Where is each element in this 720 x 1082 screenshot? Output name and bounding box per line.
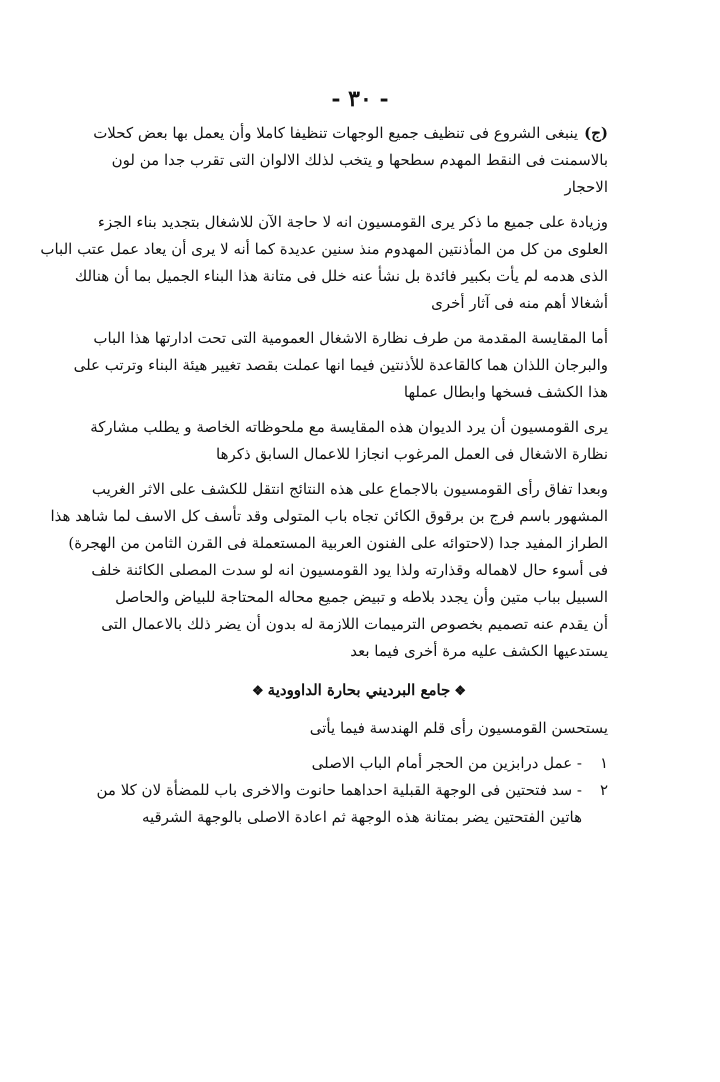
paragraph-c [93,120,608,201]
ornament-icon: ❖ [454,684,466,699]
text-line: أن يقدم عنه تصميم بخصوص الترميمات اللازمة له بدون أن يضر ذلك بالاعمال التى [101,615,608,633]
text-line: الاحجار [564,178,608,196]
paragraph-minarets [40,209,608,317]
page-number: - ٣٠ - [331,86,389,112]
text-line: السبيل بباب متين وأن يجدد بلاطه و تبيض جميع محاله المحتاجة للبياض والحاصل [115,588,608,606]
text-line [93,120,608,147]
list-item [110,750,608,777]
text-line: هذا الكشف فسخها وابطال عملها [403,383,608,401]
text-line: بالاسمنت فى النقط المهدم سطحها و يتخب لذلك الالوان التى تقرب جدا من لون [111,151,608,169]
text-line-content: ينبغى الشروع فى تنظيف جميع الوجهات تنظيفا كاملا وأن يعمل بها بعض كحلات [93,124,579,142]
text-line: يستدعيها الكشف عليه مرة أخرى فيما بعد [350,642,608,660]
list-item [96,777,608,831]
text-line: الطراز المفيد جدا (لاحتوائه على الفنون العربية المستعملة فى القرن الثامن من الهجرة) [68,534,608,552]
list-item-body [110,750,582,777]
text-line: العلوى من كل من المأذنتين المهدوم منذ سنين عديدة كما أنه لا يرى أن يعاد عمل عتب الباب [40,240,608,258]
ornament-icon: ❖ [252,684,264,699]
text-line: يرى القومسيون أن يرد الديوان هذه المقايسة مع ملحوظاته الخاصة و يطلب مشاركة [90,418,608,436]
paragraph-label: (ج) [584,124,608,142]
text-line: هاتين الفتحتين يضر بمتانة هذه الوجهة ثم اعادة الاصلى بالوجهة الشرقيه [141,808,582,826]
text-line: الذى هدمه لم يأت بكبير فائدة بل نشأ عنه خلل فى متانة هذا البناء الجميل بما أن هنالك [74,267,608,285]
intro-line [110,715,608,742]
text-line: والبرجان اللذان هما كالقاعدة للأذنتين فيما انها عملت بقصد تغيير هيئة البناء وترتب على [73,356,608,374]
text-line: - عمل درابزين من الحجر أمام الباب الاصلى [311,754,582,772]
document-body [40,120,608,831]
list-item-number: ٢ [599,781,608,799]
section-heading [110,677,608,705]
text-line: - سد فتحتين فى الوجهة القبلية احداهما حانوت والاخرى باب للمضأة لان كلا من [96,781,582,799]
text-line: يستحسن القومسيون رأى قلم الهندسة فيما يأتى [309,719,608,737]
paragraph-committee-view [90,414,608,468]
list-item-body [96,777,582,831]
section-heading-text: جامع البرديني بحارة الداوودية [267,681,451,699]
text-line: وبعدا تفاق رأى القومسيون بالاجماع على هذه النتائج انتقل للكشف على الاثر الغريب [91,480,608,498]
text-line: فى أسوء حال لاهماله وقذارته ولذا يود القومسيون انه لو سدت المصلى الكائنة خلف [91,561,608,579]
list-item-number: ١ [599,754,608,772]
text-line: أما المقايسة المقدمة من طرف نظارة الاشغال العمومية التى تحت ادارتها هذا الباب [93,329,608,347]
text-line: نظارة الاشغال فى العمل المرغوب انجازا للاعمال السابق ذكرها [216,445,608,463]
text-line: وزيادة على جميع ما ذكر يرى القومسيون انه لا حاجة الآن للاشغال بتجديد بناء الجزء [97,213,608,231]
text-line: أشغالا أهم منه فى آثار أخرى [431,294,608,312]
paragraph-faraj-monument [50,476,608,665]
paragraph-estimate [73,325,608,406]
text-line: المشهور باسم فرج بن برقوق الكائن تجاه باب المتولى وقد تأسف كل الاسف لما شاهد هذا [50,507,608,525]
